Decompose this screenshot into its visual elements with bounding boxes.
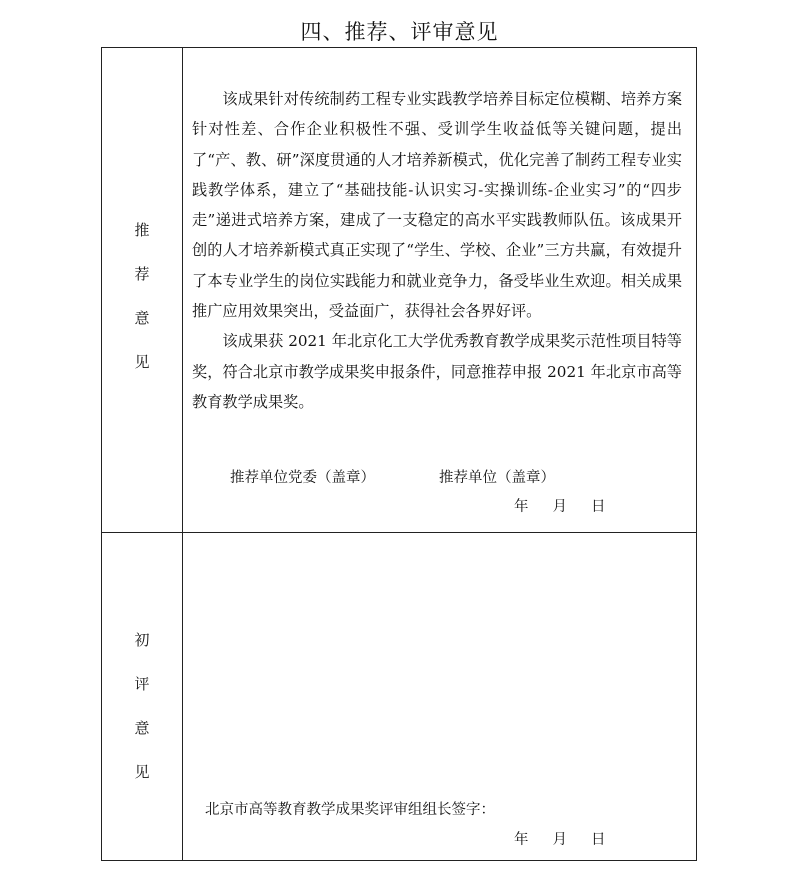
date-month: 月	[552, 832, 567, 848]
column-divider	[182, 48, 183, 860]
label-char: 推	[134, 221, 150, 239]
label-char: 评	[134, 675, 150, 693]
label-char: 初	[134, 631, 150, 649]
date-year: 年	[514, 832, 529, 848]
recommendation-text	[192, 84, 682, 417]
label-char: 意	[134, 719, 150, 737]
date-day: 日	[591, 832, 606, 848]
date-year: 年	[514, 499, 529, 515]
initial-review-date	[514, 828, 606, 849]
label-char: 见	[134, 353, 150, 371]
review-leader-signature-label: 北京市高等教育教学成果奖评审组组长签字：	[205, 802, 495, 818]
row-divider	[102, 532, 696, 533]
review-form-table	[101, 47, 697, 861]
recommendation-paragraph: 该成果针对传统制药工程专业实践教学培养目标定位模糊、培养方案针对性差、合作企业积极性不强、受训学生收益低等关键问题，提出了“产、教、研”深度贯通的人才培养新模式，优化完善了制药工程专业实践教学体系，建立了“基础技能-认识实习-实操训练-企业实习”的“四步走”递进式培养方案，建成了一支稳定的高水平实践教师队伍。该成果开创的人才培养新模式真正实现了“学生、学校、企业”三方共赢，有效提升了本专业学生的岗位实践能力和就业竞争力，备受毕业生欢迎。相关成果推广应用效果突出，受益面广，获得社会各界好评。	[192, 90, 682, 321]
label-char: 荐	[134, 265, 150, 283]
initial-review-label	[102, 618, 182, 794]
party-committee-stamp-label: 推荐单位党委（盖章）	[230, 470, 375, 486]
recommendation-label	[102, 208, 182, 384]
label-char: 见	[134, 763, 150, 781]
unit-stamp-label: 推荐单位（盖章）	[439, 470, 555, 486]
label-char: 意	[134, 309, 150, 327]
date-month: 月	[552, 499, 567, 515]
recommendation-date	[514, 495, 606, 516]
date-day: 日	[591, 499, 606, 515]
recommendation-paragraph: 该成果获 2021 年北京化工大学优秀教育教学成果奖示范性项目特等奖，符合北京市教学成果奖申报条件，同意推荐申报 2021 年北京市高等教育教学成果奖。	[192, 332, 682, 411]
page-title: 四、推荐、评审意见	[300, 20, 499, 44]
